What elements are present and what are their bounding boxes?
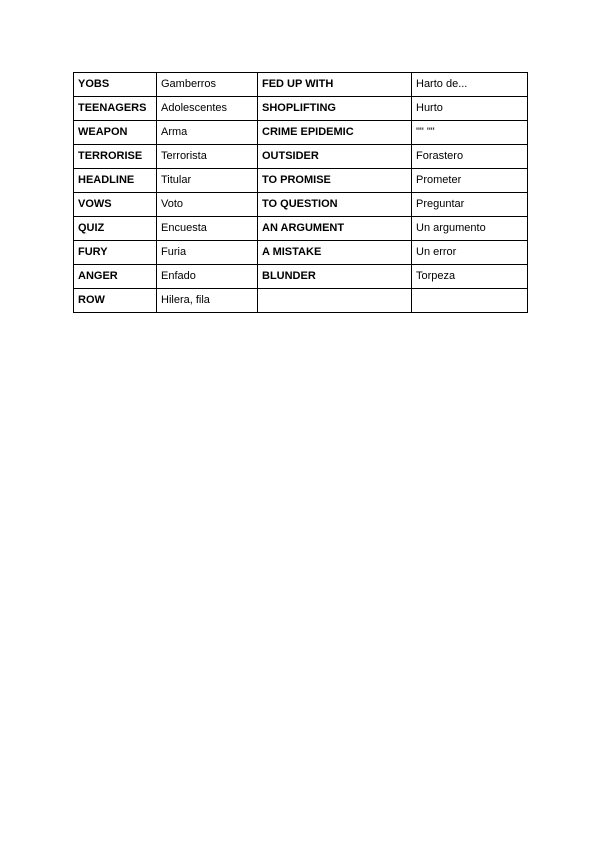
english-word-cell: OUTSIDER xyxy=(258,145,412,169)
spanish-translation-cell: Titular xyxy=(157,169,258,193)
english-word-cell: TEENAGERS xyxy=(74,97,157,121)
vocabulary-table xyxy=(73,72,528,313)
spanish-translation-cell: Encuesta xyxy=(157,217,258,241)
english-word-cell: FURY xyxy=(74,241,157,265)
english-word-cell: FED UP WITH xyxy=(258,73,412,97)
spanish-translation-cell: Adolescentes xyxy=(157,97,258,121)
english-word-cell: TO PROMISE xyxy=(258,169,412,193)
spanish-translation-cell: Arma xyxy=(157,121,258,145)
english-word-cell: TERRORISE xyxy=(74,145,157,169)
table-row xyxy=(74,241,528,265)
table-row xyxy=(74,217,528,241)
table-row xyxy=(74,169,528,193)
spanish-translation-cell: Preguntar xyxy=(412,193,528,217)
table-row xyxy=(74,121,528,145)
spanish-translation-cell: Enfado xyxy=(157,265,258,289)
english-word-cell: BLUNDER xyxy=(258,265,412,289)
spanish-translation-cell xyxy=(412,289,528,313)
english-word-cell: SHOPLIFTING xyxy=(258,97,412,121)
spanish-translation-cell: Terrorista xyxy=(157,145,258,169)
spanish-translation-cell: Gamberros xyxy=(157,73,258,97)
spanish-translation-cell: Hurto xyxy=(412,97,528,121)
spanish-translation-cell: "" "" xyxy=(412,121,528,145)
english-word-cell: WEAPON xyxy=(74,121,157,145)
table-row xyxy=(74,145,528,169)
spanish-translation-cell: Voto xyxy=(157,193,258,217)
spanish-translation-cell: Hilera, fila xyxy=(157,289,258,313)
spanish-translation-cell: Un argumento xyxy=(412,217,528,241)
spanish-translation-cell: Forastero xyxy=(412,145,528,169)
english-word-cell: QUIZ xyxy=(74,217,157,241)
english-word-cell: A MISTAKE xyxy=(258,241,412,265)
english-word-cell: VOWS xyxy=(74,193,157,217)
table-row xyxy=(74,289,528,313)
table-row xyxy=(74,265,528,289)
spanish-translation-cell: Furia xyxy=(157,241,258,265)
english-word-cell: HEADLINE xyxy=(74,169,157,193)
english-word-cell: TO QUESTION xyxy=(258,193,412,217)
spanish-translation-cell: Un error xyxy=(412,241,528,265)
table-row xyxy=(74,73,528,97)
table-row xyxy=(74,193,528,217)
spanish-translation-cell: Prometer xyxy=(412,169,528,193)
spanish-translation-cell: Torpeza xyxy=(412,265,528,289)
english-word-cell: CRIME EPIDEMIC xyxy=(258,121,412,145)
spanish-translation-cell: Harto de... xyxy=(412,73,528,97)
english-word-cell: YOBS xyxy=(74,73,157,97)
english-word-cell: AN ARGUMENT xyxy=(258,217,412,241)
english-word-cell: ROW xyxy=(74,289,157,313)
table-row xyxy=(74,97,528,121)
english-word-cell: ANGER xyxy=(74,265,157,289)
english-word-cell xyxy=(258,289,412,313)
